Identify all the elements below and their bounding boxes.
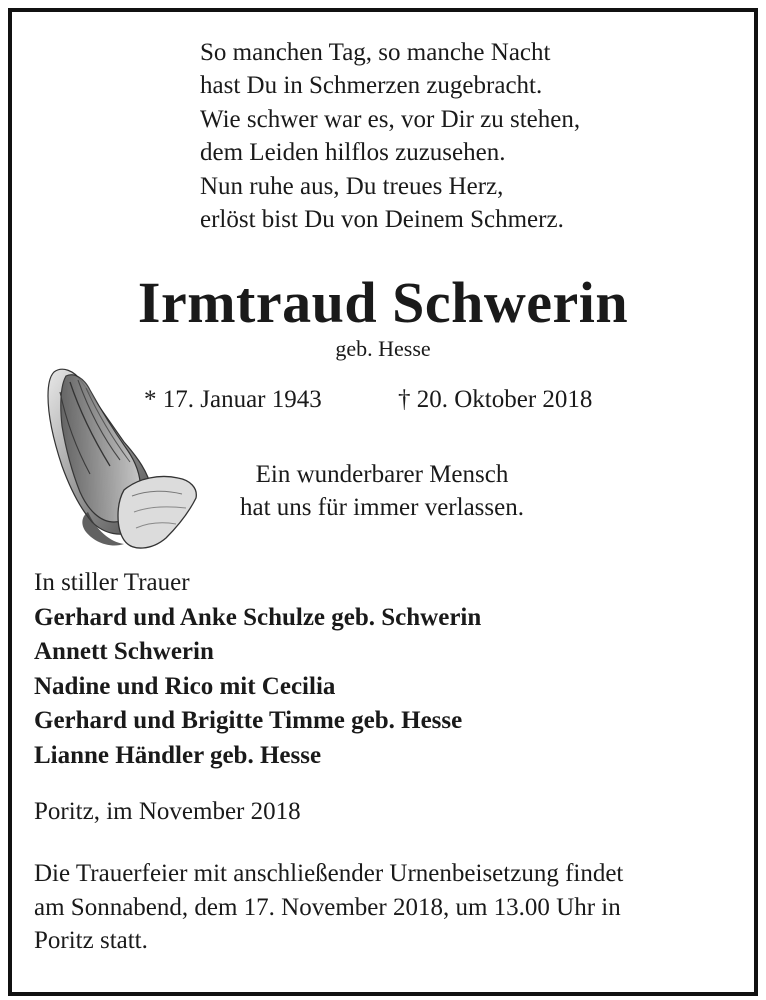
- mourners-intro: In stiller Trauer: [34, 569, 190, 596]
- ceremony-line: Poritz statt.: [34, 927, 148, 955]
- poem: [200, 36, 580, 236]
- mourners-list: [34, 566, 481, 773]
- birth-date: * 17. Januar 1943: [144, 386, 322, 413]
- maiden-name: geb. Hesse: [335, 336, 431, 361]
- place-date: Poritz, im November 2018: [34, 798, 301, 825]
- ceremony-line: am Sonnabend, dem 17. November 2018, um 13.00 Uhr in: [34, 893, 621, 921]
- mourner-entry: Nadine und Rico mit Cecilia: [34, 672, 336, 700]
- poem-line: erlöst bist Du von Deinem Schmerz.: [200, 206, 564, 234]
- ceremony-line: Die Trauerfeier mit anschließender Urnenbeisetzung findet: [34, 860, 624, 887]
- tribute-text: [180, 458, 584, 524]
- mourner-entry: Annett Schwerin: [34, 638, 214, 665]
- tribute-line: hat uns für immer verlassen.: [240, 494, 524, 521]
- poem-line: hast Du in Schmerzen zugebracht.: [200, 72, 543, 100]
- poem-line: Wie schwer war es, vor Dir zu stehen,: [200, 105, 581, 133]
- mourner-entry: Gerhard und Brigitte Timme geb. Hesse: [34, 707, 463, 734]
- mourner-entry: Gerhard und Anke Schulze geb. Schwerin: [34, 603, 482, 631]
- tribute-line: Ein wunderbarer Mensch: [255, 461, 509, 488]
- deceased-name: Irmtraud Schwerin: [137, 270, 629, 335]
- poem-line: Nun ruhe aus, Du treues Herz,: [200, 172, 504, 200]
- poem-line: So manchen Tag, so manche Nacht: [200, 39, 551, 66]
- poem-line: dem Leiden hilflos zuzusehen.: [200, 139, 506, 167]
- mourner-entry: Lianne Händler geb. Hesse: [34, 741, 322, 769]
- death-date: † 20. Oktober 2018: [398, 386, 593, 413]
- ceremony-info: [34, 857, 734, 958]
- praying-hands-icon: [40, 362, 200, 554]
